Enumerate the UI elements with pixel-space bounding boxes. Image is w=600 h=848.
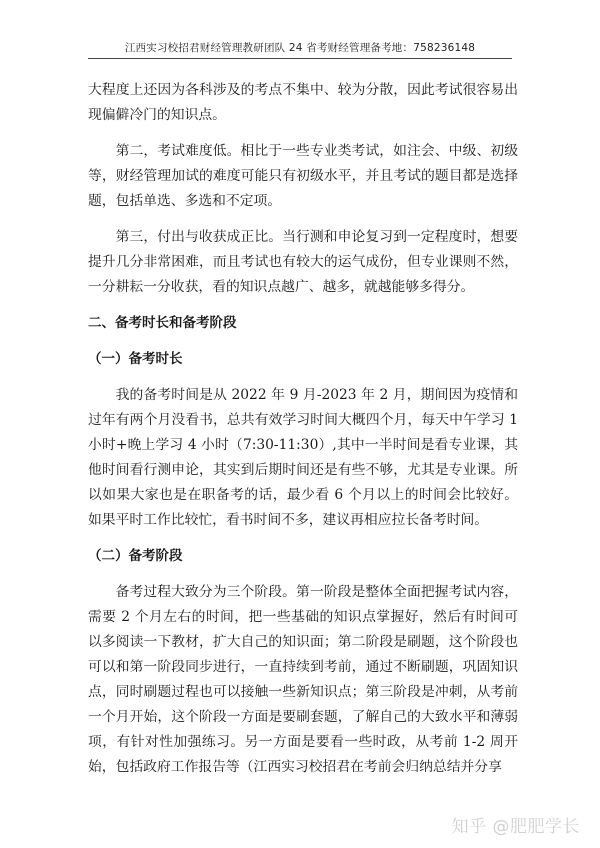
paragraph-point-three: 第三，付出与收获成正比。当行测和申论复习到一定程度时，想要提升几分非常困难，而且考试也有较大的运气成份，但专业课则不然，一分耕耘一分收获，看的知识点越广、越多，就越能够多得分。: [88, 229, 518, 295]
document-body: [88, 78, 518, 780]
watermark: 知乎 @肥肥学长: [451, 817, 580, 837]
paragraph-point-two: 第二，考试难度低。相比于一些专业类考试，如注会、中级、初级等，财经管理加试的难度可能只有初级水平，并且考试的题目都是选择题，包括单选、多选和不定项。: [88, 143, 518, 209]
paragraph-duration: 我的备考时间是从 2022 年 9 月-2023 年 2 月，期间因为疫情和过年有两个月没看书，总共有效学习时间大概四个月，每天中午学习 1 小时+晚上学习 4 小时（7:30-11:30）,其中一半时间是看专业课，其他时间看行测申论，其实到后期时间还是有些不够，尤其是专业课。所以如果大家也是在职备考的话，最少看 6 个月以上的时间会比较好。如果平时工作比较忙，看书时间不多，建议再相应拉长备考时间。: [88, 387, 518, 528]
section-heading: 二、备考时长和备考阶段: [88, 315, 237, 331]
header-divider: [88, 58, 512, 59]
page-header: 江西实习校招君财经管理教研团队 24 省考财经管理备考地：758236148: [124, 42, 476, 54]
subsection-heading-duration: （一）备考时长: [88, 351, 183, 367]
paragraph-stages: 备考过程大致分为三个阶段。第一阶段是整体全面把握考试内容，需要 2 个月左右的时间，把一些基础的知识点掌握好，然后有时间可以多阅读一下教材，扩大自己的知识面；第二阶段是刷题，这个阶段也可以和第一阶段同步进行，一直持续到考前，通过不断刷题，巩固知识点，同时刷题过程也可以接触一些新知识点；第三阶段是冲刺，从考前一个月开始，这个阶段一方面是要刷套题，了解自己的大致水平和薄弱项，有针对性加强练习。另一方面是要看一些时政，从考前 1-2 周开始，包括政府工作报告等（江西实习校招君在考前会归纳总结并分享: [88, 584, 518, 775]
paragraph-continuation: 大程度上还因为各科涉及的考点不集中、较为分散，因此考试很容易出现偏僻冷门的知识点。: [88, 82, 518, 123]
subsection-heading-stages: （二）备考阶段: [88, 548, 183, 564]
